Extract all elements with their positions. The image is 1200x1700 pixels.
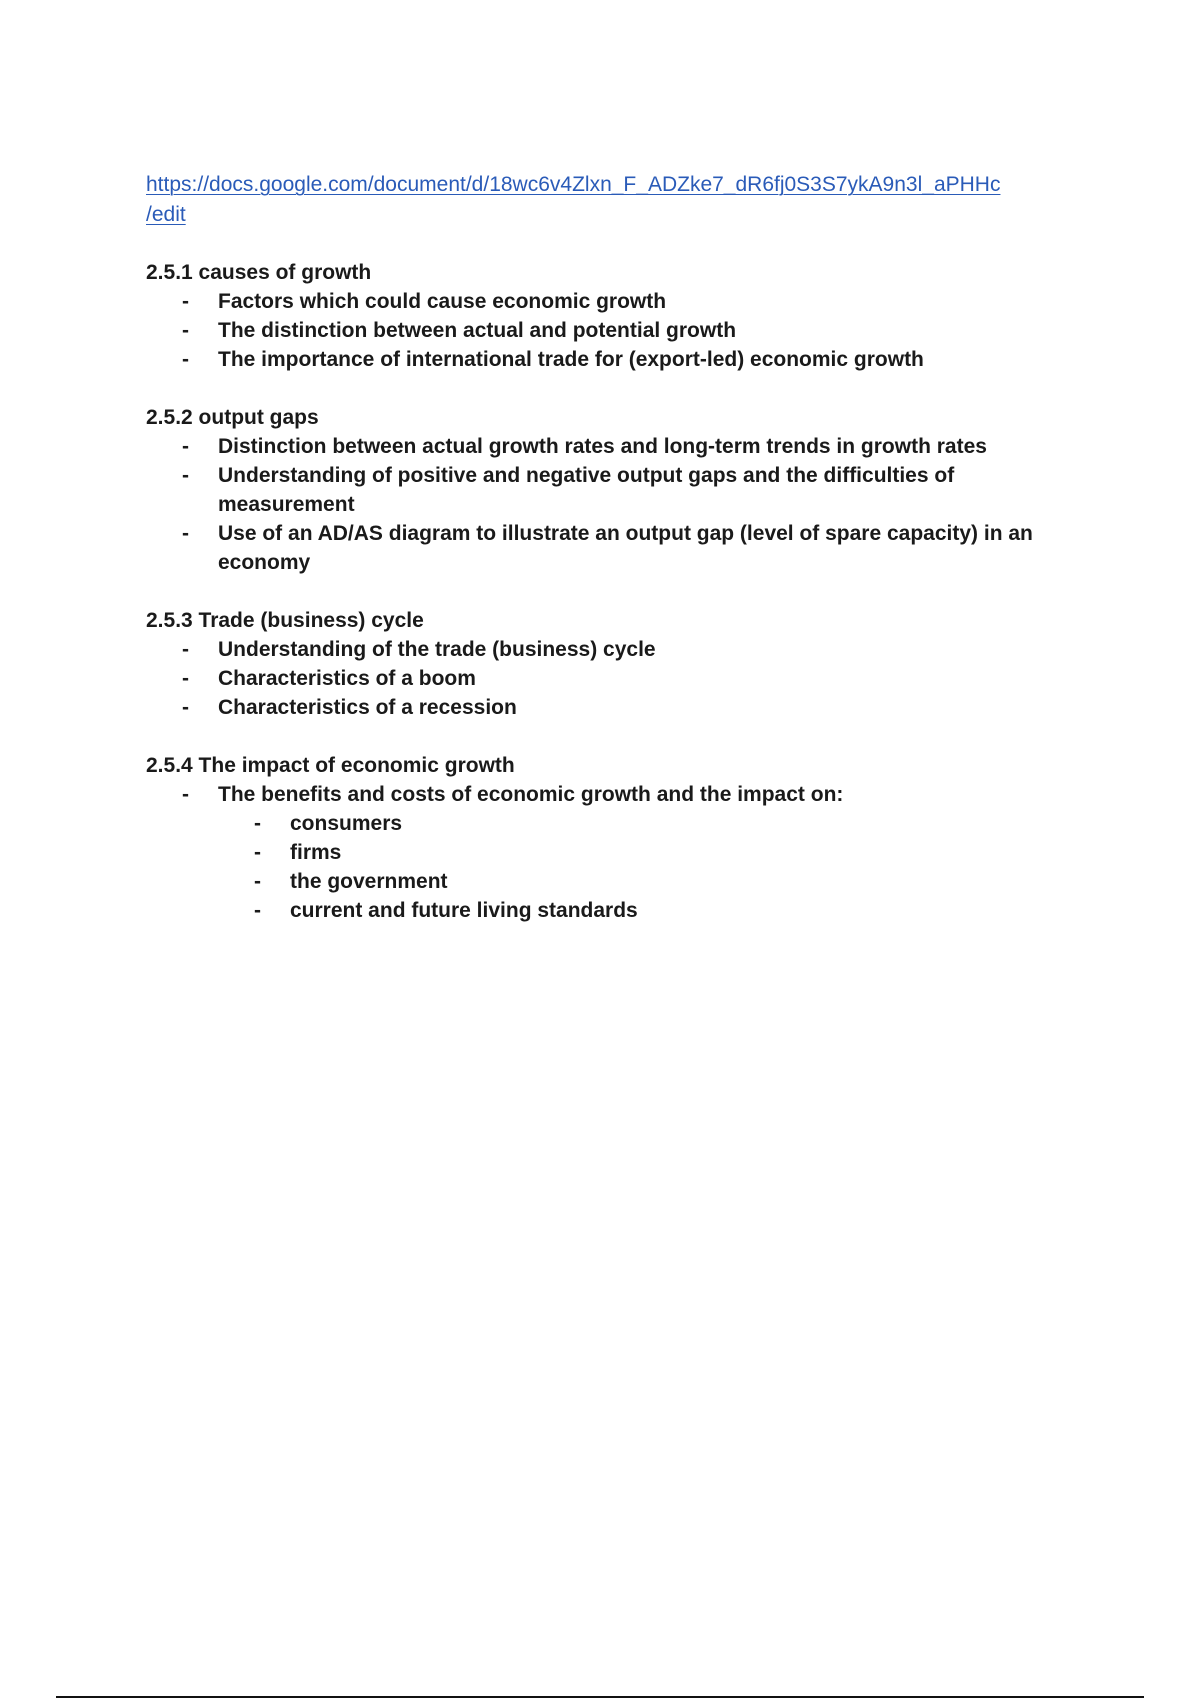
list-item-text: The benefits and costs of economic growth and the impact on:: [218, 783, 844, 806]
sub-list-item-text: current and future living standards: [290, 899, 638, 922]
dash-bullet-icon: -: [182, 638, 189, 661]
document-content: [146, 258, 1066, 954]
dash-bullet-icon: -: [254, 899, 261, 922]
list-item-text: The distinction between actual and potential growth: [218, 319, 737, 342]
sub-bullet-list: [218, 809, 1066, 925]
sub-list-item-text: firms: [290, 841, 342, 864]
list-item: [146, 635, 1066, 664]
list-item-text: The importance of international trade for (export-led) economic growth: [218, 348, 924, 371]
document-link[interactable]: [146, 170, 1066, 230]
sub-list-item: [218, 838, 1066, 867]
bullet-list: [146, 635, 1066, 722]
section-impact-of-growth: [146, 751, 1066, 925]
section-causes-of-growth: [146, 258, 1066, 374]
dash-bullet-icon: -: [182, 783, 189, 806]
dash-bullet-icon: -: [182, 435, 189, 458]
document-link-line-2[interactable]: /edit: [146, 203, 186, 226]
list-item-text: Understanding of positive and negative output gaps and the difficulties of measurement: [218, 464, 955, 516]
dash-bullet-icon: -: [182, 290, 189, 313]
sub-list-item-text: consumers: [290, 812, 403, 835]
dash-bullet-icon: -: [182, 319, 189, 342]
sub-list-item: [218, 809, 1066, 838]
sub-list-item: [218, 896, 1066, 925]
dash-bullet-icon: -: [182, 696, 189, 719]
bullet-list: [146, 287, 1066, 374]
sub-list-item: [218, 867, 1066, 896]
dash-bullet-icon: -: [182, 348, 189, 371]
list-item: [146, 780, 1066, 925]
list-item-text: Factors which could cause economic growth: [218, 290, 667, 313]
list-item: [146, 432, 1066, 461]
section-heading: 2.5.3 Trade (business) cycle: [146, 609, 424, 632]
list-item-text: Use of an AD/AS diagram to illustrate an output gap (level of spare capacity) in an economy: [218, 522, 1033, 574]
bullet-list: [146, 780, 1066, 925]
dash-bullet-icon: -: [254, 841, 261, 864]
list-item-text: Distinction between actual growth rates and long-term trends in growth rates: [218, 435, 987, 458]
footer-divider: [56, 1696, 1144, 1698]
dash-bullet-icon: -: [254, 870, 261, 893]
list-item: [146, 287, 1066, 316]
list-item: [146, 345, 1066, 374]
list-item-text: Characteristics of a recession: [218, 696, 517, 719]
dash-bullet-icon: -: [182, 522, 189, 545]
list-item-text: Understanding of the trade (business) cycle: [218, 638, 656, 661]
document-link-line-1[interactable]: https://docs.google.com/document/d/18wc6v4Zlxn_F_ADZke7_dR6fj0S3S7ykA9n3l_aPHHc: [146, 173, 1001, 196]
list-item-text: Characteristics of a boom: [218, 667, 476, 690]
list-item: [146, 693, 1066, 722]
dash-bullet-icon: -: [254, 812, 261, 835]
section-heading: 2.5.1 causes of growth: [146, 261, 372, 284]
sub-list-item-text: the government: [290, 870, 448, 893]
list-item: [146, 461, 1066, 519]
bullet-list: [146, 432, 1066, 577]
section-heading: 2.5.4 The impact of economic growth: [146, 754, 515, 777]
section-heading: 2.5.2 output gaps: [146, 406, 319, 429]
dash-bullet-icon: -: [182, 667, 189, 690]
list-item: [146, 316, 1066, 345]
section-trade-cycle: [146, 606, 1066, 722]
section-output-gaps: [146, 403, 1066, 577]
list-item: [146, 664, 1066, 693]
dash-bullet-icon: -: [182, 464, 189, 487]
list-item: [146, 519, 1066, 577]
